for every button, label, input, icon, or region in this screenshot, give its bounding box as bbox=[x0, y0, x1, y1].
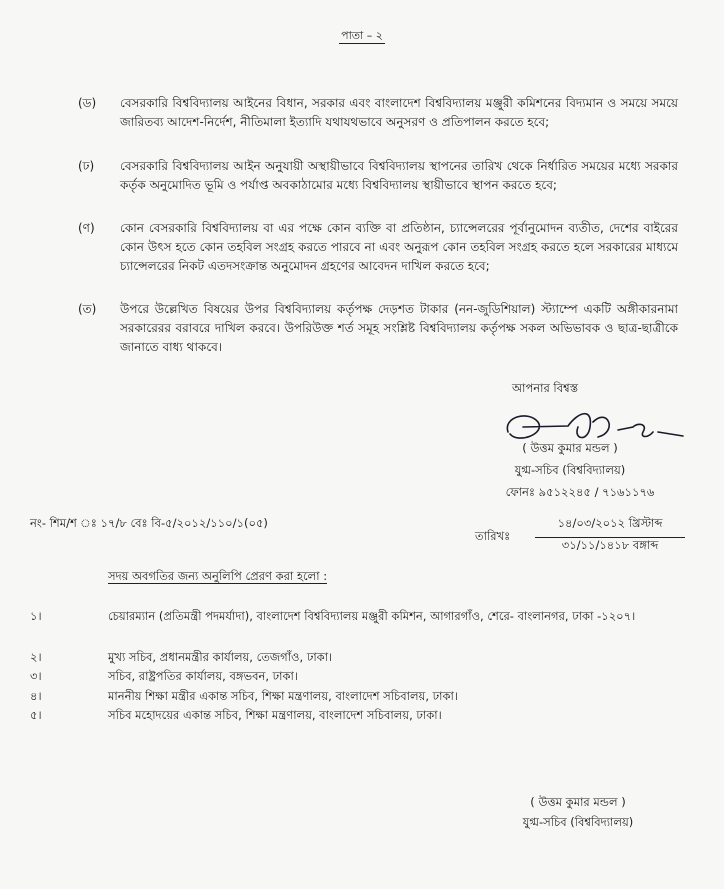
copy-item-text: চেয়ারম্যান (প্রতিমন্ত্রী পদমর্যাদা), বাংলাদেশ বিশ্ববিদ্যালয় মঞ্জুরী কমিশন, আগারগাঁও, শেরে- বাংলানগর, ঢাকা -১২০৭। bbox=[108, 609, 636, 623]
memo-number: নং- শিম/শ ঃ ১৭/৮ বেঃ বি-৫/২০১২/১১০/১(০৫) bbox=[30, 516, 268, 530]
page-number bbox=[0, 27, 724, 46]
clause-ddha bbox=[78, 157, 678, 195]
clause-text: বেসরকারি বিশ্ববিদ্যালয় আইন অনুযায়ী অস্থায়ীভাবে বিশ্ববিদ্যালয় স্থাপনের তারিখ থেকে নির্ধারিত সময়ের মধ্যে সরকার কর্তৃক অনুমোদিত ভূমি ও পর্যাপ্ত অবকাঠামোর মধ্যে বিশ্ববিদ্যালয় স্থায়ীভাবে স্থাপন করতে হবে; bbox=[120, 159, 678, 192]
clause-mark: (ড) bbox=[78, 96, 97, 110]
date-label: তারিখঃ bbox=[475, 529, 511, 543]
copy-item bbox=[30, 607, 670, 626]
copy-item-text: সচিব, রাষ্ট্রপতির কার্যালয়, বঙ্গভবন, ঢাকা। bbox=[108, 669, 298, 683]
page-number-text: পাতা – ২ bbox=[341, 29, 383, 42]
footer-signature bbox=[478, 792, 678, 832]
copy-item-number: ২। bbox=[30, 650, 42, 664]
clause-text: কোন বেসরকারি বিশ্ববিদ্যালয় বা এর পক্ষে কোন ব্যক্তি বা প্রতিষ্ঠান, চ্যান্সেলরের পূর্বানুমোদন ব্যতীত, দেশের বাইরের কোন উৎস হতে কোন তহবিল সংগ্রহ করতে পারবে না এবং অনুরূপ কোন তহবিল সংগ্রহ করতে হলে সরকারের মাধ্যমে চ্যান্সেলরের নিকট এতদসংক্রান্ত অনুমোদন গ্রহণের আবেদন দাখিল করতে হবে; bbox=[120, 221, 678, 273]
copy-item-number: ১। bbox=[30, 609, 42, 623]
clause-text: বেসরকারি বিশ্ববিদ্যালয় আইনের বিধান, সরকার এবং বাংলাদেশ বিশ্ববিদ্যালয় মঞ্জুরী কমিশনের বিদ্যমান ও সময়ে সময়ে জারিতব্য আদেশ-নির্দেশ, নীতিমালা ইত্যাদি যথাযথভাবে অনুসরণ ও প্রতিপালন করতে হবে; bbox=[120, 96, 678, 129]
signatory-name: ( উত্তম কুমার মন্ডল ) bbox=[522, 441, 618, 455]
date-gregorian: ১৪/০৩/২০১২ খ্রিস্টাব্দ bbox=[535, 515, 685, 538]
copy-item-number: ৪। bbox=[30, 689, 42, 703]
clause-mark: (ত) bbox=[78, 302, 97, 316]
clause-nna bbox=[78, 219, 678, 276]
copy-item bbox=[30, 648, 670, 667]
copy-item-text: মাননীয় শিক্ষা মন্ত্রীর একান্ত সচিব, শিক্ষা মন্ত্রণালয়, বাংলাদেশ সচিবালয়, ঢাকা। bbox=[108, 689, 458, 703]
footer-signatory-designation: যুগ্ম-সচিব (বিশ্ববিদ্যালয়) bbox=[522, 815, 634, 829]
clause-text: উপরে উল্লেখিত বিষয়ের উপর বিশ্ববিদ্যালয় কর্তৃপক্ষ দেড়শত টাকার (নন-জুডিশিয়াল) স্ট্যাম্পে একটি অঙ্গীকারনামা সরকারেরর বরাবরে দাখিল করবে। উপরিউক্ত শর্ত সমূহ সংশ্লিষ্ট বিশ্ববিদ্যালয় কর্তৃপক্ষ সকল অভিভাবক ও ছাত্র-ছাত্রীকে জানাতে বাধ্য থাকবে। bbox=[120, 302, 678, 354]
clause-mark: (ঢ) bbox=[78, 159, 95, 173]
copy-to-heading bbox=[108, 568, 327, 587]
copy-item-text: সচিব মহোদয়ের একান্ত সচিব, শিক্ষা মন্ত্রণালয়, বাংলাদেশ সচিবালয়, ঢাকা। bbox=[108, 708, 442, 722]
footer-signatory-name: ( উত্তম কুমার মন্ডল ) bbox=[530, 795, 626, 809]
copy-item-number: ৫। bbox=[30, 708, 42, 722]
copy-item-number: ৩। bbox=[30, 669, 42, 683]
clause-ta bbox=[78, 300, 678, 357]
clause-dda bbox=[78, 94, 678, 132]
copy-to-heading-text: সদয় অবগতির জন্য অনুলিপি প্রেরণ করা হলো : bbox=[108, 569, 328, 583]
copy-item-text: মুখ্য সচিব, প্রধানমন্ত্রীর কার্যালয়, তেজগাঁও, ঢাকা। bbox=[108, 650, 333, 664]
date-bangla: ৩১/১১/১৪১৮ বঙ্গাব্দ bbox=[561, 538, 659, 552]
copy-item bbox=[30, 706, 670, 725]
signatory-designation: যুগ্ম-সচিব (বিশ্ববিদ্যালয়) bbox=[514, 463, 626, 477]
copy-item bbox=[30, 687, 670, 706]
closing-text: আপনার বিশ্বস্ত bbox=[512, 381, 578, 395]
clause-mark: (ণ) bbox=[78, 221, 95, 235]
copy-item bbox=[30, 667, 670, 686]
signatory-phone: ফোনঃ ৯৫১২২৪৫ / ৭১৬১১৭৬ bbox=[505, 485, 655, 499]
